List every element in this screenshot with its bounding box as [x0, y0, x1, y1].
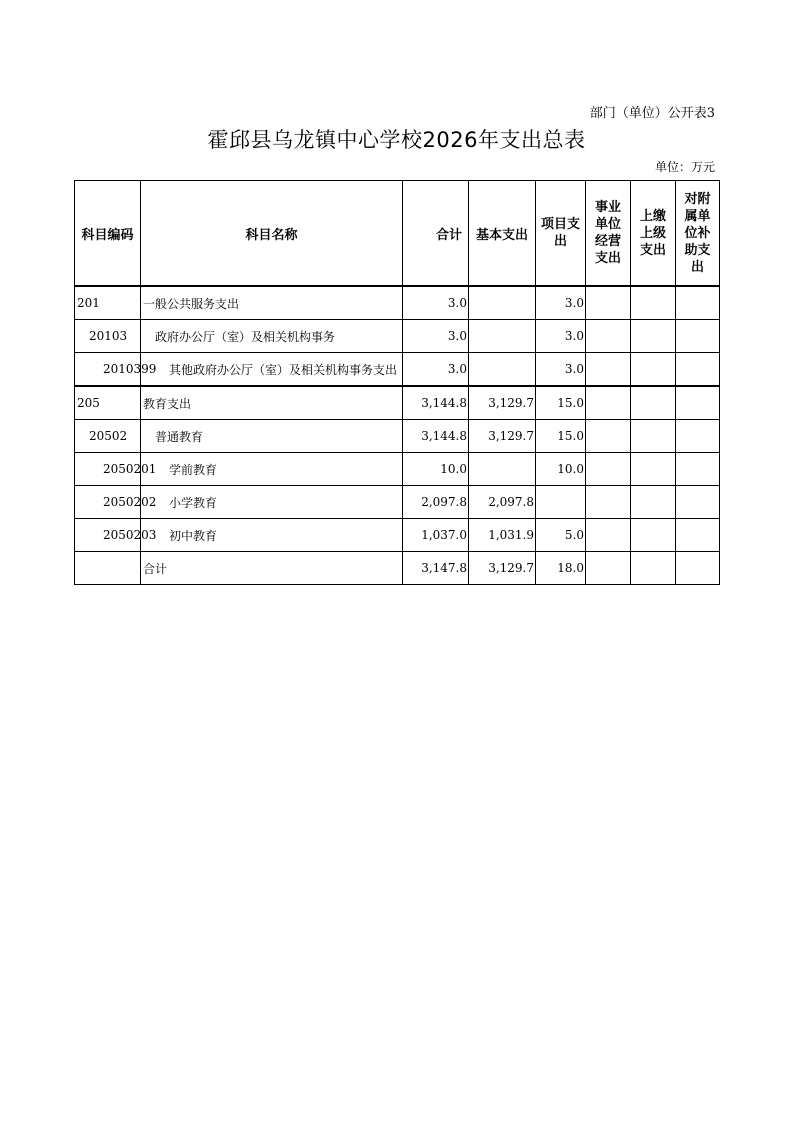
header-code: 科目编码 — [75, 181, 141, 287]
row-code: 20502 — [75, 420, 141, 453]
row-name: 学前教育 — [141, 453, 403, 486]
row-name: 初中教育 — [141, 519, 403, 552]
row-remit — [631, 420, 676, 453]
table-row — [75, 386, 720, 420]
row-business — [586, 420, 631, 453]
row-subsidy — [676, 386, 720, 420]
row-project: 18.0 — [536, 552, 586, 585]
row-code: 2050203 — [75, 519, 141, 552]
row-name: 合计 — [141, 552, 403, 585]
row-remit — [631, 552, 676, 585]
header-project: 项目支出 — [536, 181, 586, 287]
row-remit — [631, 286, 676, 320]
row-remit — [631, 453, 676, 486]
table-row — [75, 320, 720, 353]
header-business: 事业单位经营支出 — [586, 181, 631, 287]
row-project: 3.0 — [536, 353, 586, 387]
header-subsidy: 对附属单位补助支出 — [676, 181, 720, 287]
row-name: 一般公共服务支出 — [141, 286, 403, 320]
header-total: 合计 — [403, 181, 469, 287]
expenditure-table — [74, 180, 720, 585]
row-remit — [631, 320, 676, 353]
table-total-row — [75, 552, 720, 585]
header-remit: 上缴上级支出 — [631, 181, 676, 287]
table-row — [75, 486, 720, 519]
row-subsidy — [676, 453, 720, 486]
page-title: 霍邱县乌龙镇中心学校2026年支出总表 — [207, 128, 586, 152]
row-subsidy — [676, 286, 720, 320]
row-subsidy — [676, 486, 720, 519]
row-basic: 3,129.7 — [469, 386, 536, 420]
row-code: 20103 — [75, 320, 141, 353]
row-project: 3.0 — [536, 320, 586, 353]
row-basic: 2,097.8 — [469, 486, 536, 519]
table-row — [75, 286, 720, 320]
row-name: 教育支出 — [141, 386, 403, 420]
row-business — [586, 552, 631, 585]
row-total: 3,147.8 — [403, 552, 469, 585]
unit-label: 单位：万元 — [654, 160, 715, 174]
row-code — [75, 552, 141, 585]
row-basic — [469, 286, 536, 320]
row-total: 3,144.8 — [403, 386, 469, 420]
row-basic: 3,129.7 — [469, 420, 536, 453]
row-basic: 1,031.9 — [469, 519, 536, 552]
row-basic — [469, 320, 536, 353]
row-project: 15.0 — [536, 386, 586, 420]
row-basic — [469, 353, 536, 387]
row-business — [586, 320, 631, 353]
row-code: 2010399 — [75, 353, 141, 387]
row-code: 2050202 — [75, 486, 141, 519]
row-subsidy — [676, 552, 720, 585]
table-row — [75, 519, 720, 552]
row-name: 普通教育 — [141, 420, 403, 453]
row-remit — [631, 353, 676, 387]
table-row — [75, 353, 720, 387]
row-business — [586, 453, 631, 486]
row-subsidy — [676, 320, 720, 353]
row-basic — [469, 453, 536, 486]
table-row — [75, 453, 720, 486]
row-project: 10.0 — [536, 453, 586, 486]
row-total: 3.0 — [403, 353, 469, 387]
row-total: 10.0 — [403, 453, 469, 486]
row-name: 其他政府办公厅（室）及相关机构事务支出 — [141, 353, 403, 387]
row-project: 15.0 — [536, 420, 586, 453]
row-business — [586, 519, 631, 552]
row-business — [586, 386, 631, 420]
row-code: 205 — [75, 386, 141, 420]
row-total: 2,097.8 — [403, 486, 469, 519]
row-subsidy — [676, 519, 720, 552]
row-subsidy — [676, 420, 720, 453]
row-remit — [631, 519, 676, 552]
row-total: 3.0 — [403, 320, 469, 353]
row-total: 1,037.0 — [403, 519, 469, 552]
row-business — [586, 286, 631, 320]
row-code: 201 — [75, 286, 141, 320]
row-subsidy — [676, 353, 720, 387]
row-business — [586, 486, 631, 519]
row-business — [586, 353, 631, 387]
row-remit — [631, 386, 676, 420]
row-code: 2050201 — [75, 453, 141, 486]
row-basic: 3,129.7 — [469, 552, 536, 585]
row-project: 3.0 — [536, 286, 586, 320]
row-total: 3.0 — [403, 286, 469, 320]
table-code-label: 部门（单位）公开表3 — [589, 106, 715, 121]
row-project — [536, 486, 586, 519]
header-basic: 基本支出 — [469, 181, 536, 287]
row-total: 3,144.8 — [403, 420, 469, 453]
row-remit — [631, 486, 676, 519]
row-name: 政府办公厅（室）及相关机构事务 — [141, 320, 403, 353]
row-project: 5.0 — [536, 519, 586, 552]
row-name: 小学教育 — [141, 486, 403, 519]
table-row — [75, 420, 720, 453]
header-name: 科目名称 — [141, 181, 403, 287]
